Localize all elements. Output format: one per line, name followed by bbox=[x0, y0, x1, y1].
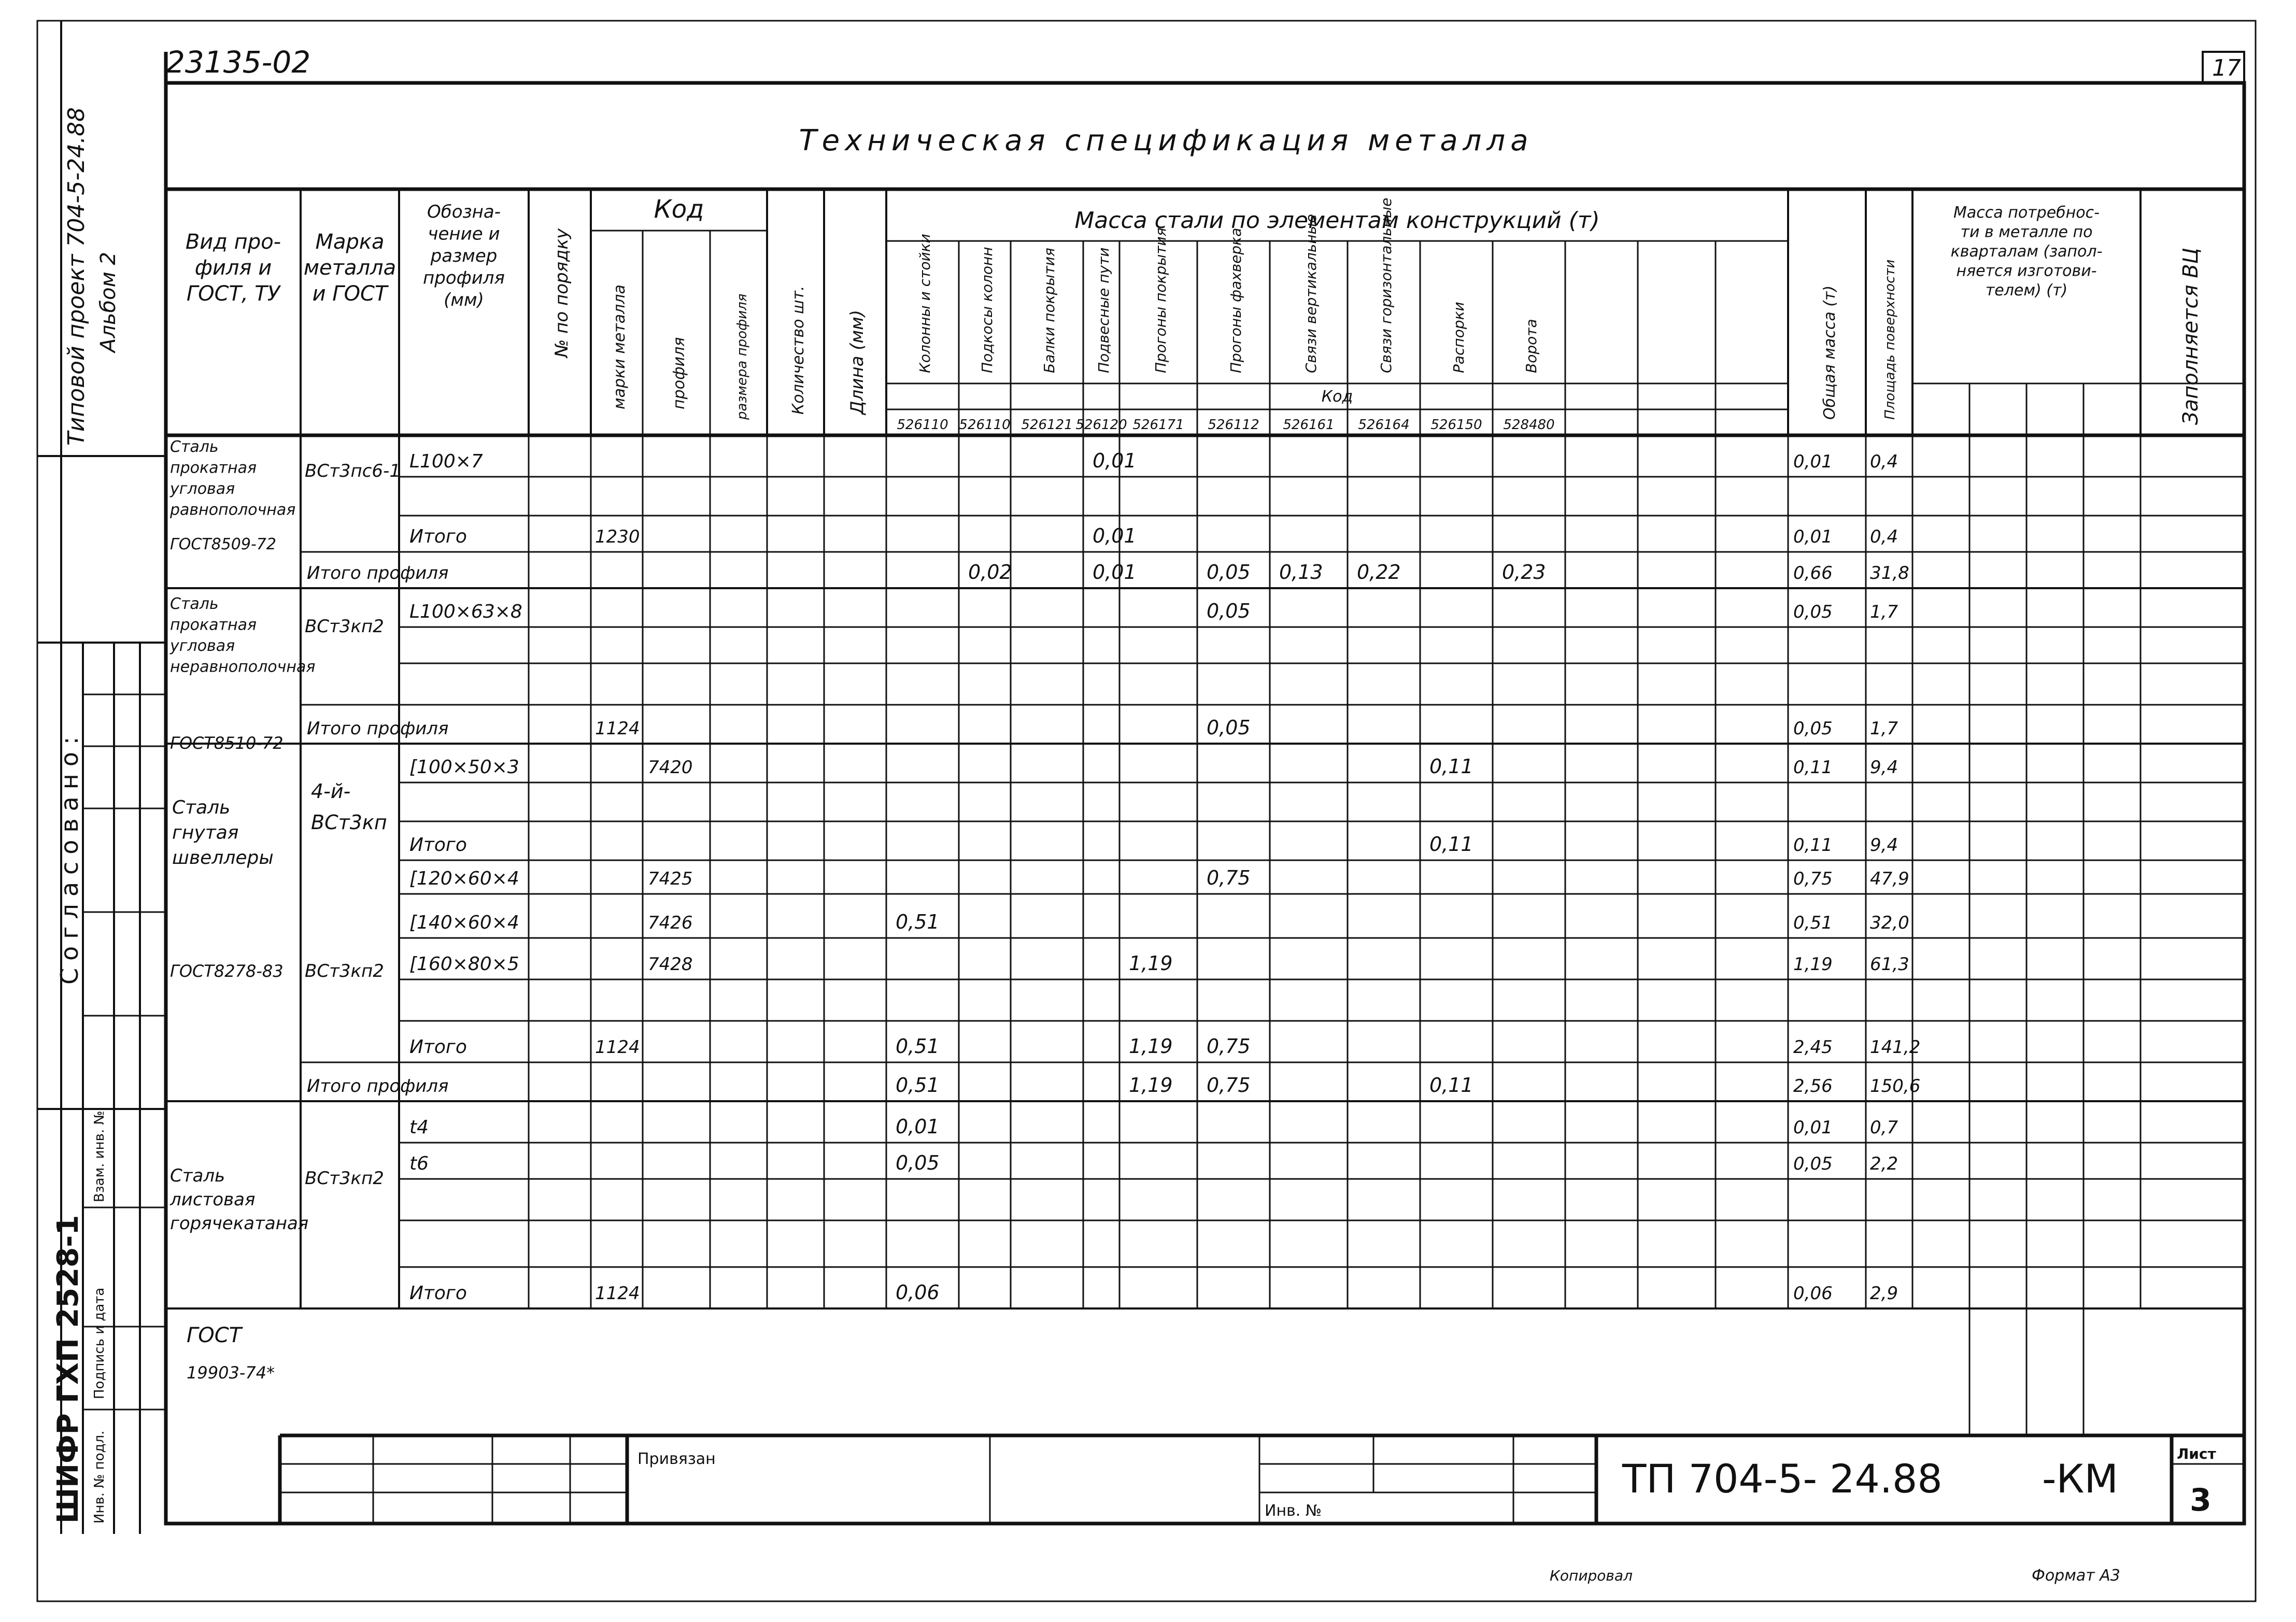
group3-grade-b: ВСт3кп2 bbox=[305, 961, 384, 981]
group2-type: угловая bbox=[170, 637, 235, 655]
row-designation: L100×7 bbox=[409, 451, 483, 472]
stamp-mark: -КМ bbox=[2042, 1456, 2118, 1502]
row-mass-cell: 0,11 bbox=[1429, 755, 1473, 778]
header-element-2: Подкосы колонн bbox=[979, 247, 996, 373]
header-quarterly: Масса потребнос- bbox=[1953, 204, 2100, 222]
row-mass-cell: 0,75 bbox=[1207, 1035, 1251, 1058]
row-mass-cell: 0,01 bbox=[1093, 449, 1137, 472]
group3-gost: ГОСТ8278-83 bbox=[170, 961, 284, 981]
row-mass-cell: 0,11 bbox=[1429, 1074, 1473, 1097]
header-designation: Обозна- bbox=[427, 202, 501, 222]
row-surface-area: 31,8 bbox=[1870, 563, 1909, 584]
side-project-label: Типовой проект 704-5-24.88 bbox=[63, 107, 90, 446]
row-surface-area: 2,2 bbox=[1870, 1154, 1898, 1174]
row-grade-code: 1124 bbox=[595, 1037, 640, 1058]
group3-type: Сталь bbox=[172, 797, 231, 818]
side-col-1: Инв. № подл. bbox=[92, 1430, 107, 1524]
group2-type: прокатная bbox=[170, 616, 257, 634]
row-designation: Итого bbox=[409, 1036, 467, 1058]
group3-grade-a-line2: ВСт3кп bbox=[311, 811, 387, 834]
header-order-no: № по порядку bbox=[551, 228, 572, 358]
stamp-designation: ТП 704-5- 24.88 bbox=[1622, 1456, 1943, 1502]
header-total-mass: Общая масса (т) bbox=[1821, 285, 1839, 420]
row-total-mass: 0,11 bbox=[1793, 757, 1833, 778]
row-total-mass: 2,56 bbox=[1793, 1076, 1833, 1097]
row-grade-code: 1124 bbox=[595, 1283, 640, 1304]
header-surface-area: Площадь поверхности bbox=[1882, 259, 1898, 420]
group1-type: Сталь bbox=[170, 438, 219, 456]
header-quarterly: ти в металле по bbox=[1960, 223, 2093, 241]
header-element-3: Балки покрытия bbox=[1041, 248, 1058, 373]
group3-type: гнутая bbox=[172, 822, 239, 844]
side-strip bbox=[37, 21, 166, 1534]
row-mass-cell: 1,19 bbox=[1129, 1074, 1173, 1097]
group4-gost-a: ГОСТ bbox=[187, 1324, 242, 1347]
row-mass-cell: 0,02 bbox=[968, 561, 1012, 584]
header-profile-type: Вид про- bbox=[185, 230, 281, 254]
side-col-3: Взам. инв. № bbox=[92, 1111, 107, 1202]
header-code-size: размера профиля bbox=[734, 293, 750, 420]
header-quarterly: кварталам (запол- bbox=[1950, 243, 2103, 261]
header-element-code-8: 526164 bbox=[1358, 417, 1410, 433]
group1-type: угловая bbox=[170, 480, 235, 498]
header-code-profile: профиля bbox=[670, 337, 688, 409]
header-element-6: Прогоны фахверка bbox=[1227, 227, 1244, 373]
row-mass-cell: 0,22 bbox=[1357, 561, 1401, 584]
header-length: Длина (мм) bbox=[847, 309, 868, 415]
header-element-code-3: 526121 bbox=[1021, 417, 1073, 433]
group4-grade: ВСт3кп2 bbox=[305, 1168, 384, 1189]
header-designation: размер bbox=[430, 246, 498, 266]
header-element-code-5: 526171 bbox=[1132, 417, 1184, 433]
group4-type: Сталь bbox=[170, 1165, 225, 1186]
row-mass-cell: 0,06 bbox=[896, 1281, 940, 1304]
row-designation: [120×60×4 bbox=[409, 868, 519, 889]
row-mass-cell: 0,01 bbox=[1093, 561, 1137, 584]
row-designation: Итого профиля bbox=[307, 1076, 449, 1097]
row-designation: Итого профиля bbox=[307, 718, 449, 739]
header-mass-group: Масса стали по элементам конструкций (т) bbox=[1074, 207, 1600, 234]
row-mass-cell: 0,75 bbox=[1207, 1074, 1251, 1097]
header-quarterly: няется изготови- bbox=[1956, 262, 2097, 280]
stamp-sheet-no: 3 bbox=[2190, 1482, 2212, 1518]
header-code-label: Код bbox=[1321, 388, 1353, 406]
row-designation: Итого bbox=[409, 1283, 467, 1304]
spec-table-body bbox=[169, 438, 1920, 1383]
row-surface-area: 9,4 bbox=[1870, 757, 1898, 778]
row-profile-code: 7428 bbox=[648, 954, 693, 975]
header-designation: профиля bbox=[423, 267, 505, 289]
header-quarterly: телем) (т) bbox=[1985, 281, 2068, 300]
row-surface-area: 47,9 bbox=[1870, 869, 1909, 889]
header-steel-grade: Марка bbox=[315, 230, 385, 254]
document-title: Техническая спецификация металла bbox=[799, 124, 1534, 158]
row-surface-area: 150,6 bbox=[1870, 1076, 1921, 1097]
header-element-code-4: 526120 bbox=[1075, 417, 1127, 433]
row-surface-area: 0,7 bbox=[1870, 1117, 1898, 1138]
row-total-mass: 0,05 bbox=[1793, 602, 1833, 622]
spec-table-grid bbox=[166, 189, 2244, 1435]
row-mass-cell: 0,05 bbox=[896, 1151, 940, 1174]
row-mass-cell: 0,51 bbox=[896, 1035, 940, 1058]
header-code-group: Код bbox=[654, 195, 704, 224]
row-grade-code: 1230 bbox=[595, 527, 640, 547]
row-surface-area: 1,7 bbox=[1870, 718, 1898, 739]
row-mass-cell: 0,51 bbox=[896, 910, 940, 933]
group2-type: Сталь bbox=[170, 595, 219, 613]
row-total-mass: 2,45 bbox=[1793, 1037, 1833, 1058]
row-surface-area: 9,4 bbox=[1870, 835, 1898, 856]
header-element-10: Ворота bbox=[1523, 319, 1540, 373]
row-total-mass: 0,01 bbox=[1793, 527, 1833, 547]
group2-gost: ГОСТ8510-72 bbox=[170, 733, 284, 753]
row-mass-cell: 0,01 bbox=[896, 1115, 940, 1138]
group3-grade-a-line1: 4-й- bbox=[311, 780, 351, 803]
row-total-mass: 0,66 bbox=[1793, 563, 1833, 584]
row-designation: L100×63×8 bbox=[409, 601, 522, 622]
row-surface-area: 141,2 bbox=[1870, 1037, 1921, 1058]
row-total-mass: 0,75 bbox=[1793, 869, 1833, 889]
header-code-grade: марки металла bbox=[611, 284, 629, 409]
side-album-label: Альбом 2 bbox=[96, 252, 120, 352]
group1-type: равнополочная bbox=[170, 501, 296, 519]
row-total-mass: 0,01 bbox=[1793, 1117, 1833, 1138]
row-profile-code: 7420 bbox=[648, 757, 693, 778]
footer-copied: Копировал bbox=[1550, 1567, 1633, 1584]
header-profile-type: филя и bbox=[194, 256, 272, 280]
row-designation: Итого bbox=[409, 834, 467, 856]
group2-type: неравнополочная bbox=[170, 658, 316, 676]
stamp-inv-no: Инв. № bbox=[1265, 1502, 1322, 1520]
row-designation: t6 bbox=[409, 1153, 429, 1174]
group3-type: швеллеры bbox=[172, 847, 274, 869]
row-total-mass: 0,05 bbox=[1793, 1154, 1833, 1174]
stamp-privyazan: Привязан bbox=[637, 1450, 716, 1468]
header-element-5: Прогоны покрытия bbox=[1152, 227, 1169, 373]
row-mass-cell: 1,19 bbox=[1129, 1035, 1173, 1058]
header-element-code-9: 526150 bbox=[1430, 417, 1482, 433]
row-mass-cell: 0,05 bbox=[1207, 716, 1251, 739]
row-total-mass: 0,51 bbox=[1793, 913, 1833, 933]
header-steel-grade: металла bbox=[303, 256, 396, 280]
group1-type: прокатная bbox=[170, 459, 257, 477]
group4-type: листовая bbox=[170, 1189, 256, 1210]
title-block bbox=[280, 1435, 2244, 1524]
header-element-1: Колонны и стойки bbox=[916, 234, 933, 373]
header-element-code-10: 528480 bbox=[1503, 417, 1555, 433]
group1-grade: ВСт3пс6-1 bbox=[305, 461, 401, 481]
row-surface-area: 32,0 bbox=[1870, 913, 1909, 933]
row-designation: [160×80×5 bbox=[409, 954, 519, 975]
header-element-code-2: 526110 bbox=[959, 417, 1011, 433]
row-surface-area: 61,3 bbox=[1870, 954, 1909, 975]
row-mass-cell: 0,23 bbox=[1502, 561, 1546, 584]
row-designation: [140×60×4 bbox=[409, 912, 519, 933]
header-steel-grade: и ГОСТ bbox=[312, 282, 388, 306]
header-designation: чение и bbox=[428, 223, 500, 245]
row-profile-code: 7425 bbox=[648, 869, 693, 889]
side-col-2: Подпись и дата bbox=[92, 1287, 107, 1399]
row-mass-cell: 0,01 bbox=[1093, 524, 1137, 547]
row-designation: t4 bbox=[409, 1117, 429, 1138]
row-mass-cell: 0,13 bbox=[1279, 561, 1323, 584]
header-element-7: Связи вертикальные bbox=[1302, 214, 1320, 373]
header-element-8: Связи горизонтальные bbox=[1378, 197, 1395, 373]
header-filled-by: Заполняется ВЦ bbox=[2179, 248, 2203, 425]
row-mass-cell: 0,05 bbox=[1207, 561, 1251, 584]
group4-type: горячекатаная bbox=[170, 1213, 309, 1234]
row-designation: [100×50×3 bbox=[409, 757, 519, 778]
row-mass-cell: 0,11 bbox=[1429, 833, 1473, 856]
header-element-code-1: 526110 bbox=[897, 417, 948, 433]
header-designation: (мм) bbox=[444, 290, 484, 310]
row-surface-area: 2,9 bbox=[1870, 1283, 1898, 1304]
side-cipher-label: ШИФР ГХП 2528-1 bbox=[51, 1215, 85, 1524]
group1-gost: ГОСТ8509-72 bbox=[170, 535, 276, 553]
row-total-mass: 0,06 bbox=[1793, 1283, 1833, 1304]
row-total-mass: 0,11 bbox=[1793, 835, 1833, 856]
row-mass-cell: 0,51 bbox=[896, 1074, 940, 1097]
row-total-mass: 0,05 bbox=[1793, 718, 1833, 739]
row-designation: Итого профиля bbox=[307, 563, 449, 584]
sheet-corner-number: 17 bbox=[2212, 55, 2241, 81]
row-surface-area: 0,4 bbox=[1870, 451, 1898, 472]
top-number: 23135-02 bbox=[166, 45, 311, 80]
footer-format: Формат А3 bbox=[2032, 1567, 2120, 1585]
row-mass-cell: 0,05 bbox=[1207, 600, 1251, 622]
group4-gost-b: 19903-74* bbox=[187, 1363, 275, 1383]
row-profile-code: 7426 bbox=[648, 913, 693, 933]
row-total-mass: 1,19 bbox=[1793, 954, 1833, 975]
header-profile-type: ГОСТ, ТУ bbox=[186, 282, 280, 306]
header-element-9: Распорки bbox=[1450, 302, 1467, 373]
side-agreed-label: Согласовано: bbox=[55, 729, 83, 985]
header-quantity: Количество шт. bbox=[789, 286, 807, 415]
row-grade-code: 1124 bbox=[595, 718, 640, 739]
row-mass-cell: 0,75 bbox=[1207, 866, 1251, 889]
header-element-4: Подвесные пути bbox=[1095, 247, 1112, 373]
row-total-mass: 0,01 bbox=[1793, 451, 1833, 472]
spec-table-header bbox=[186, 195, 2203, 433]
group2-grade: ВСт3кп2 bbox=[305, 616, 384, 637]
row-surface-area: 0,4 bbox=[1870, 527, 1898, 547]
row-surface-area: 1,7 bbox=[1870, 602, 1898, 622]
header-element-code-6: 526112 bbox=[1208, 417, 1259, 433]
row-designation: Итого bbox=[409, 526, 467, 547]
stamp-sheet-label: Лист bbox=[2177, 1445, 2216, 1462]
header-element-code-7: 526161 bbox=[1283, 417, 1335, 433]
row-mass-cell: 1,19 bbox=[1129, 952, 1173, 975]
